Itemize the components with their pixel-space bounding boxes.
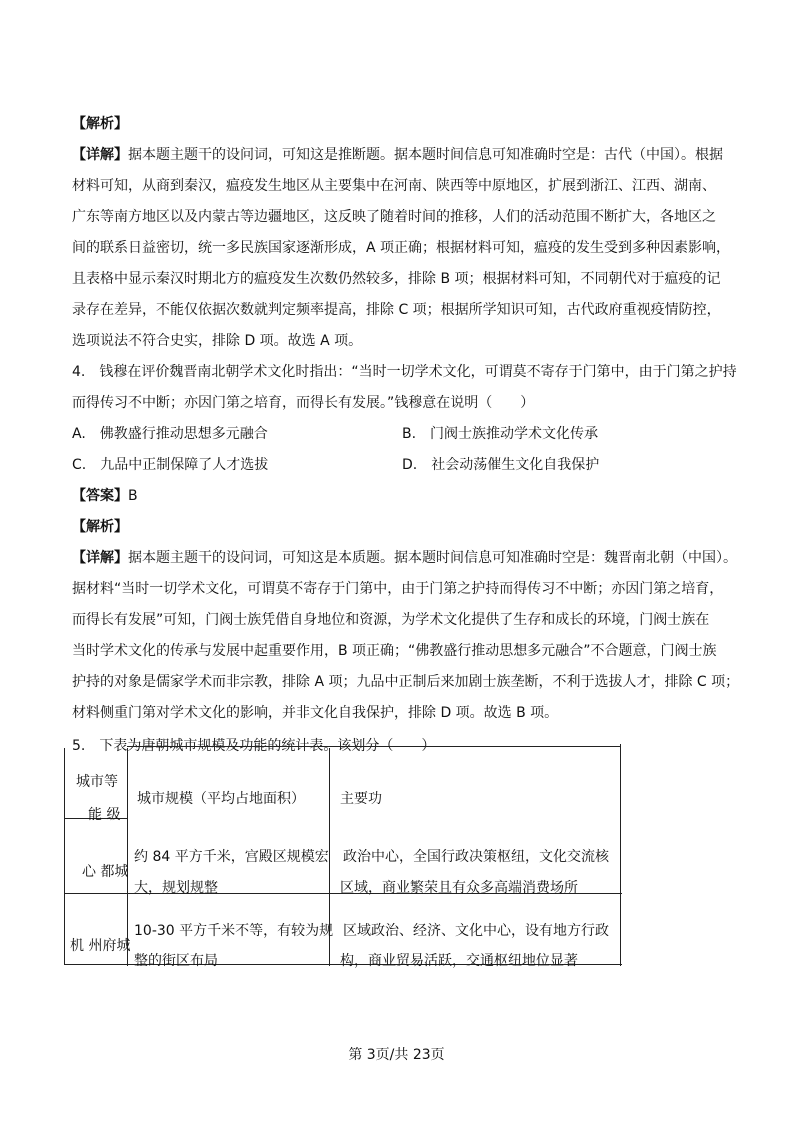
row1-level: 心 都城: [82, 864, 129, 880]
q4-detail-line-4: 当时学术文化的传承与发展中起重要作用，B 项正确；“佛教盛行推动思想多元融合”不合题意，门阀士族: [72, 643, 717, 659]
q5-stem: 5. 下表为唐朝城市规模及功能的统计表。该划分（ ）: [72, 738, 436, 754]
q3-detail-tag: 【详解】: [72, 147, 128, 163]
q4-option-a: A. 佛教盛行推动思想多元融合: [72, 426, 268, 442]
header-level-line-1: 城市等: [76, 774, 118, 790]
q4-analysis-tag: 【解析】: [72, 519, 128, 535]
q3-detail-text: 据本题主题干的设问词，可知这是推断题。据本题时间信息可知准确时空是：古代（中国）。根据: [128, 147, 723, 163]
q3-detail-line-4: 间的联系日益密切，统一多民族国家逐渐形成，A 项正确；根据材料可知，瘟疫的发生受到多种因素影响，: [72, 240, 731, 256]
q4-detail-line-2: 据材料“当时一切学术文化，可谓莫不寄存于门第中，由于门第之护持而得传习不中断；亦因门第之培育，: [72, 581, 724, 597]
q3-detail-line-7: 选项说法不符合史实，排除 D 项。故选 A 项。: [72, 333, 363, 349]
q3-detail-line-2: 材料可知，从商到秦汉，瘟疫发生地区从主要集中在河南、陕西等中原地区，扩展到浙江、江西、湖南、: [72, 178, 716, 194]
q4-option-b: B. 门阀士族推动学术文化传承: [402, 426, 599, 442]
q4-answer-line: [72, 486, 138, 506]
table-border-left: [64, 748, 65, 964]
q3-detail-line-1: [72, 145, 723, 165]
q3-detail-line-5: 且表格中显示秦汉时期北方的瘟疫发生次数仍然较多，排除 B 项；根据材料可知，不同朝代对于瘟疫的记: [72, 271, 721, 287]
header-level-line-2: 能 级: [88, 807, 121, 823]
table-border-top: [127, 746, 621, 747]
header-scale: 城市规模（平均占地面积）: [137, 791, 305, 807]
row1-scale-line-2: 大，规划规整: [134, 880, 218, 896]
row2-function-line-2: 构，商业贸易活跃，交通枢纽地位显著: [340, 953, 578, 969]
q4-option-d: D. 社会动荡催生文化自我保护: [402, 457, 600, 473]
row2-level: 机 州府城: [70, 938, 131, 954]
q3-detail-line-3: 广东等南方地区以及内蒙古等边疆地区，这反映了随着时间的推移，人们的活动范围不断扩大，各地区之: [72, 209, 716, 225]
row2-scale-line-1: 10-30 平方千米不等，有较为规: [134, 923, 334, 939]
row2-function-line-1: 区域政治、经济、文化中心，设有地方行政: [343, 923, 609, 939]
q4-option-c: C. 九品中正制保障了人才选拔: [72, 457, 269, 473]
q4-stem-line-1: 4. 钱穆在评价魏晋南北朝学术文化时指出：“当时一切学术文化，可谓莫不寄存于门第中，由于门第之护持: [72, 364, 737, 380]
page-number: 第 3页/共 23页: [348, 1047, 445, 1063]
table-border-right: [620, 744, 621, 966]
q4-detail-line-5: 护持的对象是儒家学术而非宗教，排除 A 项；九品中正制后来加剧士族垄断，不利于选拔人才，排除 C 项；: [72, 674, 740, 690]
row1-function-line-1: 政治中心，全国行政决策枢纽，文化交流核: [343, 849, 609, 865]
q4-detail-line-3: 而得长有发展”可知，门阀士族凭借自身地位和资源，为学术文化提供了生存和成长的环境，门阀士族在: [72, 612, 710, 628]
q4-detail-line-1: [72, 548, 737, 568]
header-function: 主要功: [340, 791, 382, 807]
q4-answer-value: B: [128, 488, 138, 504]
row1-scale-line-1: 约 84 平方千米，宫殿区规模宏: [134, 849, 329, 865]
q4-stem-line-2: 而得传习不中断；亦因门第之培育，而得长有发展。”钱穆意在说明（ ）: [72, 395, 535, 411]
table-divider-1: [127, 748, 128, 966]
q4-detail-text: 据本题主题干的设问词，可知这是本质题。据本题时间信息可知准确时空是：魏晋南北朝（中国）。: [128, 550, 737, 566]
q3-analysis-tag: 【解析】: [72, 116, 128, 132]
q3-detail-line-6: 录存在差异，不能仅依据次数就判定频率提高，排除 C 项；根据所学知识可知，古代政府重视疫情防控，: [72, 302, 721, 318]
row1-function-line-2: 区域，商业繁荣且有众多高端消费场所: [340, 880, 578, 896]
q4-answer-tag: 【答案】: [72, 488, 128, 504]
row2-scale-line-2: 整的街区布局: [134, 953, 218, 969]
q4-detail-line-6: 材料侧重门第对学术文化的影响，并非文化自我保护，排除 D 项。故选 B 项。: [72, 705, 559, 721]
q4-detail-tag: 【详解】: [72, 550, 128, 566]
